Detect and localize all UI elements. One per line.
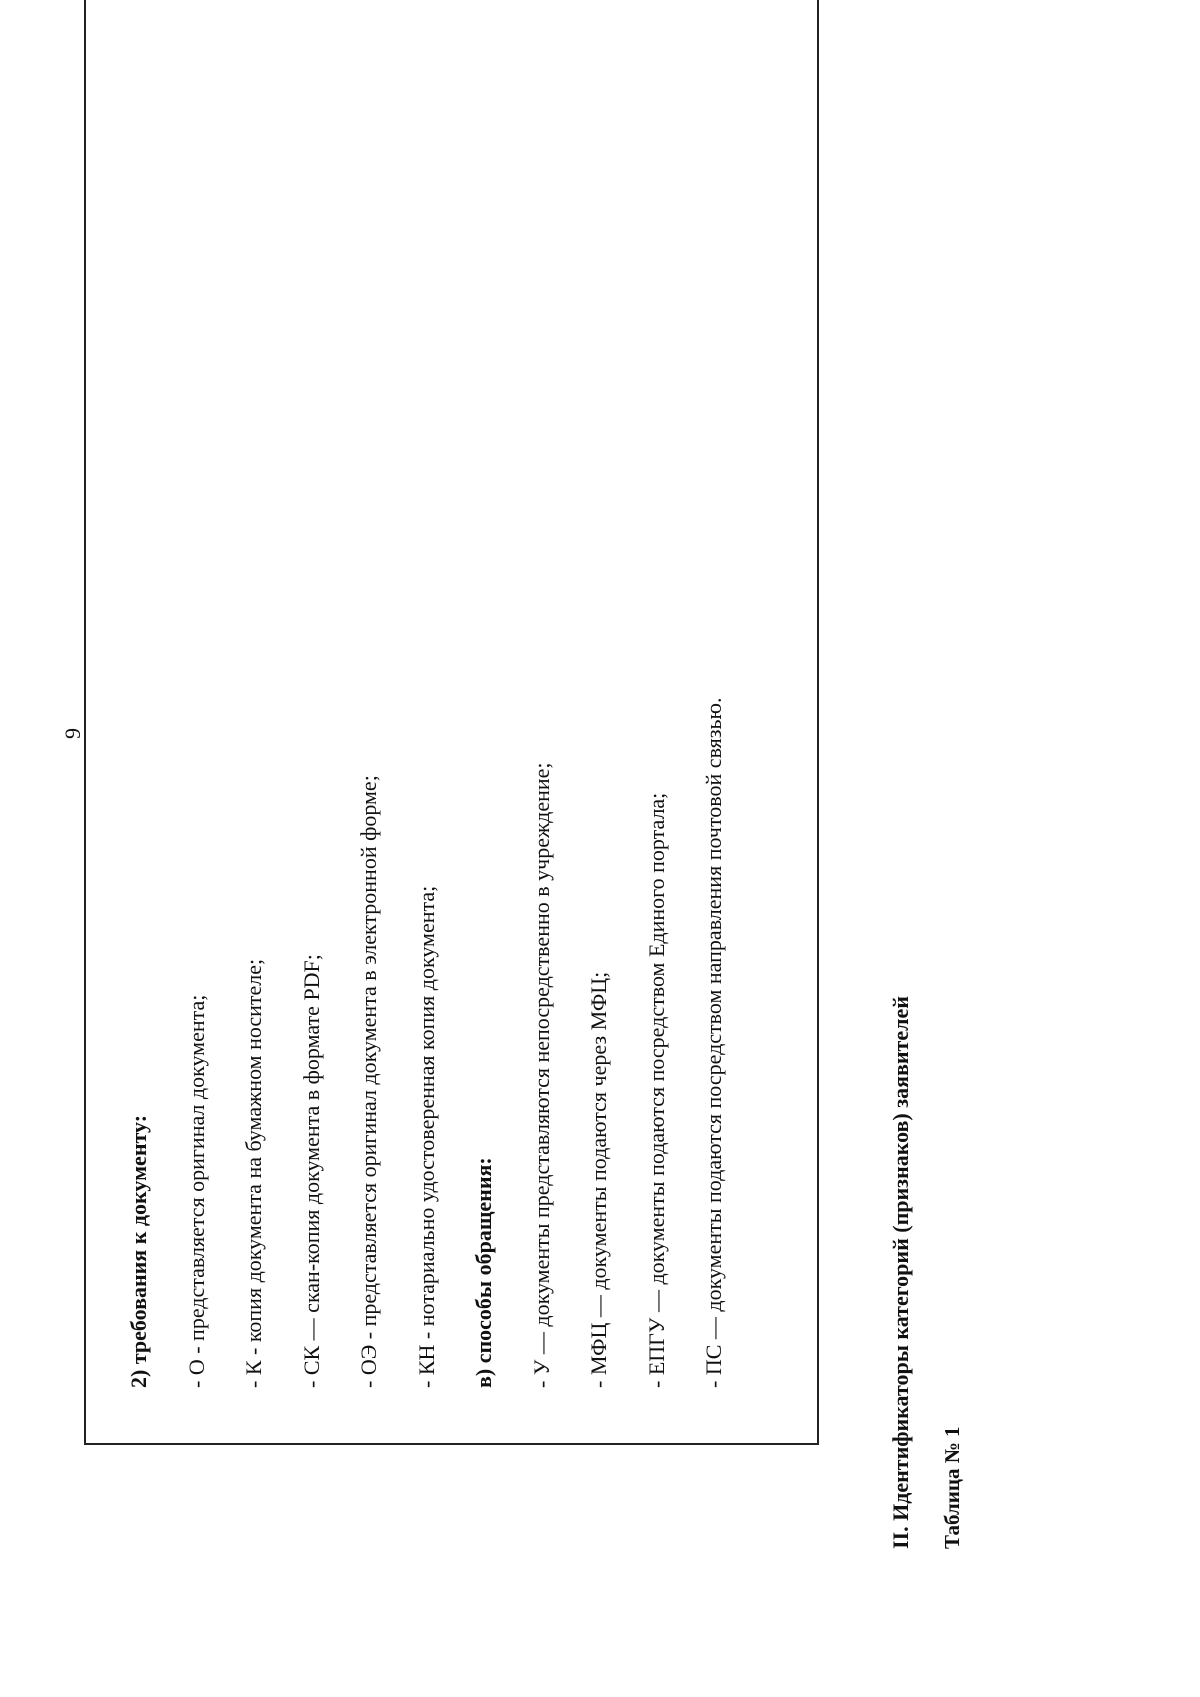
section-title: II. Идентификаторы категорий (признаков) заявителей	[888, 996, 913, 1549]
method-item: - МФЦ — документы подаются через МФЦ;	[586, 971, 611, 1388]
requirements-box-content	[124, 12, 757, 1388]
requirements-heading: 2) требования к документу:	[126, 1114, 151, 1388]
requirements-box	[84, 0, 819, 1445]
requirement-item: - К - копия документа на бумажном носителе;	[241, 958, 266, 1388]
method-item: - ПС — документы подаются посредством направления почтовой связью.	[701, 697, 726, 1388]
requirement-item: - ОЭ - представляется оригинал документа в электронной форме;	[356, 775, 381, 1388]
requirement-item: - О - представляется оригинал документа;	[183, 994, 209, 1388]
requirement-item: - СК — скан-копия документа в формате PDF;	[298, 954, 324, 1388]
requirement-item: - КН - нотариально удостоверенная копия документа;	[413, 885, 439, 1388]
methods-heading: в) способы обращения:	[471, 1157, 496, 1388]
page-number: 9	[60, 728, 85, 739]
method-item: - У — документы представляются непосредственно в учреждение;	[528, 762, 554, 1388]
table-label: Таблица № 1	[940, 1426, 964, 1549]
method-item: - ЕПГУ — документы подаются посредством Единого портала;	[643, 792, 669, 1388]
